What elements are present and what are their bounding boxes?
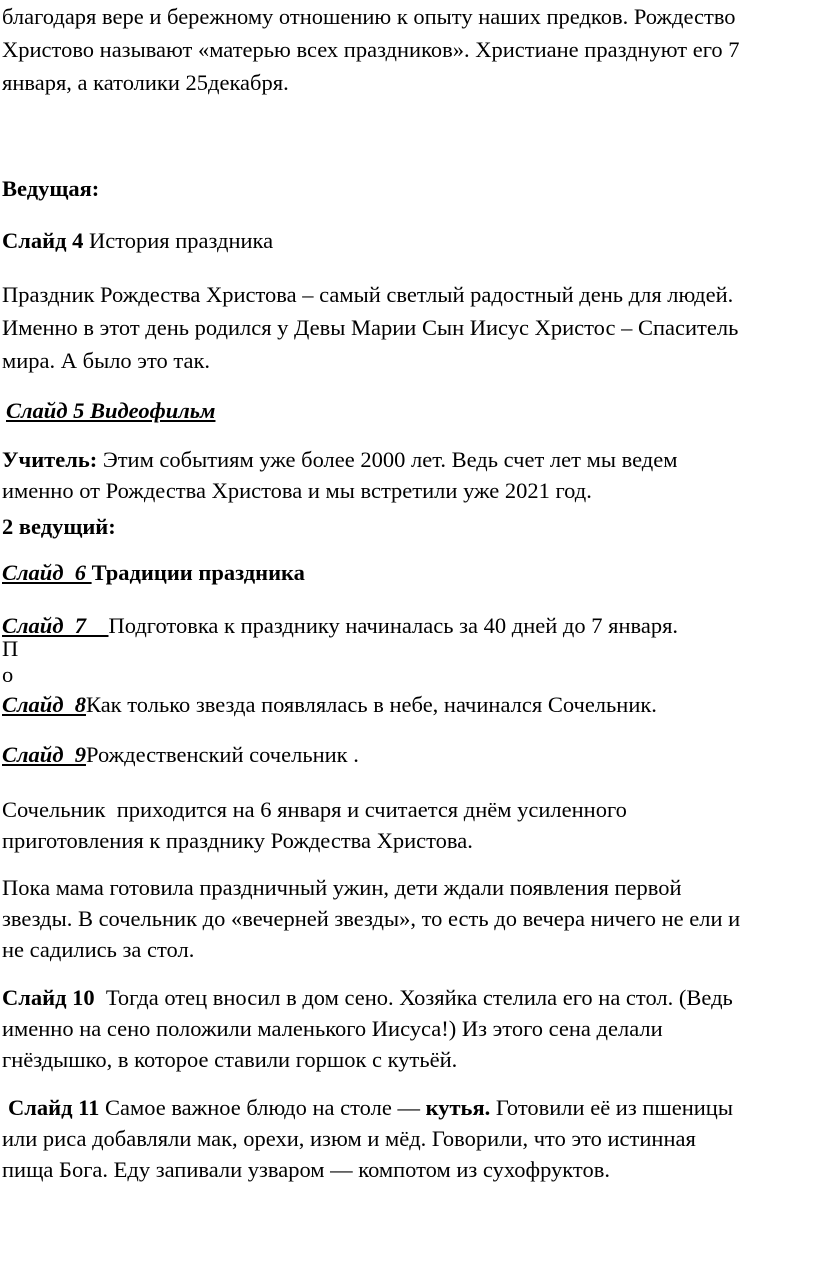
slide-6-heading	[2, 556, 810, 589]
slide-11-paragraph	[2, 1092, 810, 1185]
intro-line-3: января, а католики 25декабря.	[2, 70, 289, 95]
stray-letter-o: о	[2, 662, 14, 687]
teacher-line-1: Этим событиям уже более 2000 лет. Ведь счет лет мы ведем	[97, 447, 678, 472]
slide-11-line-2: или риса добавляли мак, орехи, изюм и мёд. Говорили, что это истинная	[2, 1126, 696, 1151]
slide-10-paragraph	[2, 982, 810, 1075]
slide-9-paragraph-2	[2, 872, 810, 965]
slide-9-p2-line-2: звезды. В сочельник до «вечерней звезды», то есть до вечера ничего не ели и	[2, 906, 741, 931]
slide-8-label: Слайд 8	[2, 692, 86, 717]
slide-6-label: Слайд 6	[2, 560, 92, 585]
host-2-label: 2 ведущий:	[2, 514, 116, 539]
slide-11-label: Слайд 11	[8, 1095, 100, 1120]
slide-10-label: Слайд 10	[2, 985, 95, 1010]
slide-7-label: Слайд 7	[2, 613, 109, 638]
slide-9-line	[2, 738, 810, 771]
teacher-line-2: именно от Рождества Христова и мы встретили уже 2021 год.	[2, 478, 592, 503]
slide-5-heading	[6, 394, 810, 427]
slide-11-text-b: Готовили её из пшеницы	[490, 1095, 733, 1120]
slide-8-line	[2, 688, 810, 721]
host-1-heading	[2, 172, 810, 205]
intro-line-1: благодаря вере и бережному отношению к опыту наших предков. Рождество	[2, 4, 736, 29]
slide-4-heading	[2, 224, 810, 257]
slide-10-line-3: гнёздышко, в которое ставили горшок с кутьёй.	[2, 1047, 458, 1072]
slide-9-p1-line-2: приготовления к празднику Рождества Христова.	[2, 828, 473, 853]
slide-10-line-2: именно на сено положили маленького Иисуса!) Из этого сена делали	[2, 1016, 663, 1041]
stray-letter-p: П	[2, 636, 19, 661]
slide-8-text: Как только звезда появлялась в небе, начинался Сочельник.	[85, 692, 657, 717]
slide-11-line-3: пища Бога. Еду запивали узваром — компотом из сухофруктов.	[2, 1157, 610, 1182]
slide-6-title: Традиции праздника	[91, 560, 305, 585]
slide-4-label: Слайд 4	[2, 228, 84, 253]
slide-10-line-1: Тогда отец вносил в дом сено. Хозяйка стелила его на стол. (Ведь	[94, 985, 733, 1010]
stray-letters	[2, 636, 810, 688]
slide-9-label: Слайд 9	[2, 742, 86, 767]
slide-4-line-2: Именно в этот день родился у Девы Марии Сын Иисус Христос – Спаситель	[2, 315, 739, 340]
slide-9-p2-line-1: Пока мама готовила праздничный ужин, дети ждали появления первой	[2, 875, 682, 900]
host-2-heading	[2, 510, 810, 543]
slide-4-title: История праздника	[83, 228, 274, 253]
teacher-paragraph	[2, 444, 810, 506]
intro-paragraph	[2, 0, 810, 99]
host-1-label: Ведущая:	[2, 176, 100, 201]
slide-4-line-3: мира. А было это так.	[2, 348, 211, 373]
slide-7-text: Подготовка к празднику начиналась за 40 дней до 7 января.	[108, 613, 679, 638]
intro-line-2: Христово называют «матерью всех праздников». Христиане празднуют его 7	[2, 37, 740, 62]
slide-9-p1-line-1: Сочельник приходится на 6 января и считается днём усиленного	[2, 797, 627, 822]
slide-9-p2-line-3: не садились за стол.	[2, 937, 195, 962]
slide-4-paragraph	[2, 278, 810, 377]
slide-11-bold-word: кутья.	[425, 1095, 491, 1120]
slide-9-paragraph-1	[2, 794, 810, 856]
slide-9-text: Рождественский сочельник .	[85, 742, 359, 767]
slide-11-text-a: Самое важное блюдо на столе —	[99, 1095, 426, 1120]
slide-5-label: Слайд 5 Видеофильм	[6, 398, 216, 423]
slide-4-line-1: Праздник Рождества Христова – самый светлый радостный день для людей.	[2, 282, 734, 307]
teacher-label: Учитель:	[2, 447, 98, 472]
